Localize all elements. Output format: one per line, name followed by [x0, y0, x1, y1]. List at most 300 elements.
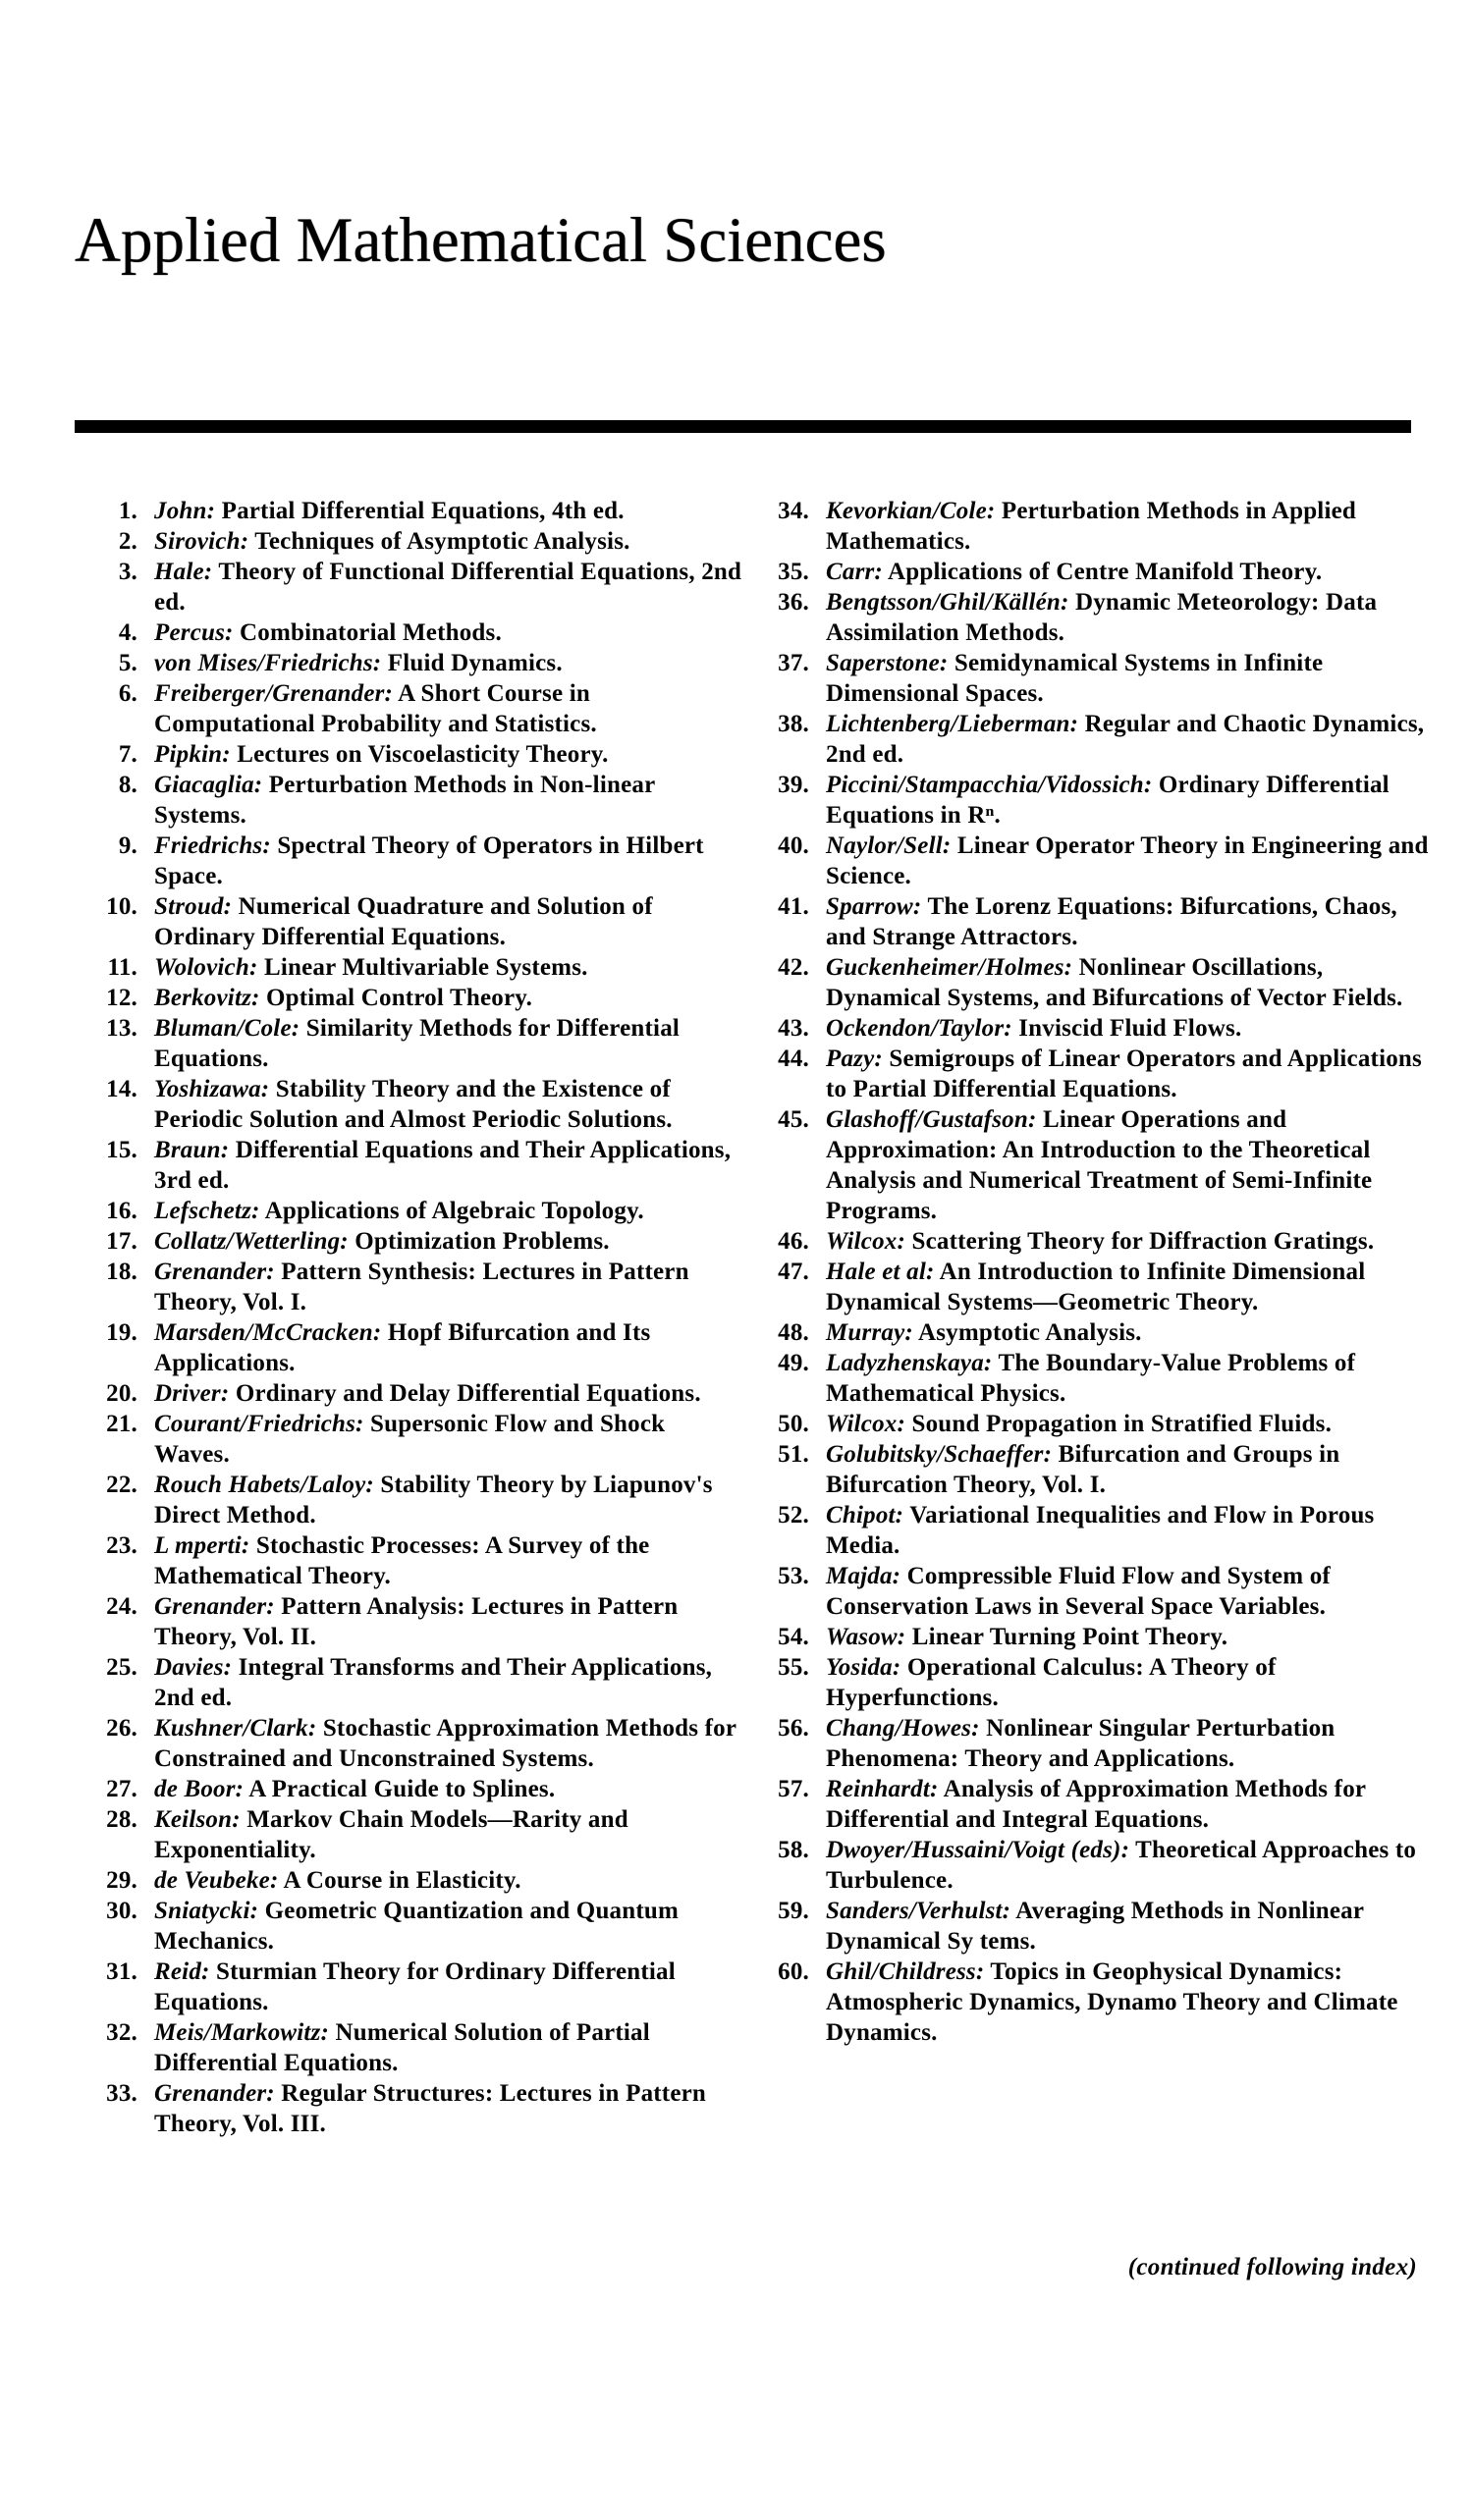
list-item	[756, 1013, 1444, 1044]
item-number: 8.	[118, 772, 137, 798]
item-title: Markov Chain Models—Rarity and Exponentiality.	[154, 1806, 628, 1863]
item-text	[154, 1378, 744, 1409]
list-item	[84, 2078, 744, 2139]
page-title: Applied Mathematical Sciences	[75, 205, 887, 276]
list-item	[84, 1409, 744, 1470]
item-number: 40.	[778, 832, 809, 859]
list-item	[756, 709, 1444, 770]
list-item	[84, 1774, 744, 1804]
list-item	[84, 1804, 744, 1865]
item-text	[826, 1104, 1444, 1226]
item-title: Pattern Synthesis: Lectures in Pattern Theory, Vol. I.	[154, 1259, 689, 1315]
item-title: Sound Propagation in Stratified Fluids.	[911, 1411, 1333, 1437]
item-author: Sanders/Verhulst:	[826, 1898, 1011, 1924]
list-item	[84, 1713, 744, 1774]
item-text	[826, 496, 1444, 557]
item-text	[154, 648, 744, 678]
item-number: 45.	[778, 1106, 809, 1133]
list-item	[84, 739, 744, 770]
item-author: Ockendon/Taylor:	[826, 1015, 1012, 1042]
list-item	[756, 1317, 1444, 1348]
list-item	[756, 1835, 1444, 1896]
item-text	[154, 678, 744, 739]
item-number: 23.	[106, 1532, 137, 1559]
item-number: 1.	[118, 498, 137, 524]
item-number: 11.	[107, 954, 137, 981]
list-item	[756, 1226, 1444, 1257]
item-text	[826, 557, 1444, 587]
item-author: Hale et al:	[826, 1259, 935, 1285]
item-title: Fluid Dynamics.	[387, 650, 563, 676]
item-title: Stability Theory by Liapunov's Direct Method.	[154, 1472, 713, 1528]
item-title: Asymptotic Analysis.	[918, 1319, 1142, 1346]
list-item	[84, 1074, 744, 1135]
item-text	[826, 587, 1444, 648]
item-title: Combinatorial Methods.	[240, 619, 502, 646]
item-title: Variational Inequalities and Flow in Porous Media.	[826, 1502, 1375, 1559]
item-text	[154, 1804, 744, 1865]
item-number: 59.	[778, 1898, 809, 1924]
item-text	[154, 1957, 744, 2017]
item-number: 7.	[118, 741, 137, 768]
list-item	[756, 1774, 1444, 1835]
item-author: Driver:	[154, 1380, 230, 1407]
item-number: 55.	[778, 1654, 809, 1681]
item-title: Theoretical Approaches to Turbulence.	[826, 1837, 1417, 1894]
item-title: Numerical Solution of Partial Differential Equations.	[154, 2019, 650, 2076]
item-author: Berkovitz:	[154, 985, 260, 1011]
item-number: 38.	[778, 711, 809, 737]
item-title: Nonlinear Oscillations, Dynamical Systems, and Bifurcations of Vector Fields.	[826, 954, 1403, 1011]
item-author: Majda:	[826, 1563, 901, 1589]
item-author: Chang/Howes:	[826, 1715, 980, 1742]
item-text	[154, 739, 744, 770]
item-title: Averaging Methods in Nonlinear Dynamical Sy tems.	[826, 1898, 1364, 1955]
list-item	[84, 770, 744, 831]
item-number: 5.	[118, 650, 137, 676]
list-item	[756, 1561, 1444, 1622]
item-author: L mperti:	[154, 1532, 250, 1559]
item-title: Compressible Fluid Flow and System of Conservation Laws in Several Space Variables.	[826, 1563, 1331, 1620]
list-item	[756, 1257, 1444, 1317]
item-text	[154, 1470, 744, 1530]
item-number: 21.	[106, 1411, 137, 1437]
item-text	[154, 1196, 744, 1226]
item-author: Stroud:	[154, 893, 233, 920]
item-author: Sniatycki:	[154, 1898, 259, 1924]
item-number: 12.	[106, 985, 137, 1011]
item-author: Chipot:	[826, 1502, 904, 1528]
item-author: Rouch Habets/Laloy:	[154, 1472, 374, 1498]
item-author: John:	[154, 498, 216, 524]
item-text	[826, 952, 1444, 1013]
item-author: Sparrow:	[826, 893, 922, 920]
item-author: Grenander:	[154, 2080, 275, 2107]
item-title: Stability Theory and the Existence of Periodic Solution and Almost Periodic Solutions.	[154, 1076, 673, 1133]
item-author: Wilcox:	[826, 1411, 906, 1437]
item-text	[826, 1500, 1444, 1561]
item-author: Wasow:	[826, 1624, 906, 1650]
item-title: Semigroups of Linear Operators and Applications to Partial Differential Equations.	[826, 1046, 1422, 1102]
item-number: 43.	[778, 1015, 809, 1042]
item-text	[154, 983, 744, 1013]
item-number: 53.	[778, 1563, 809, 1589]
item-title: Operational Calculus: A Theory of Hyperfunctions.	[826, 1654, 1277, 1711]
item-title: Partial Differential Equations, 4th ed.	[221, 498, 625, 524]
list-item	[84, 648, 744, 678]
item-title: Numerical Quadrature and Solution of Ordinary Differential Equations.	[154, 893, 653, 950]
item-text	[826, 1622, 1444, 1652]
item-number: 41.	[778, 893, 809, 920]
list-item	[756, 1439, 1444, 1500]
list-item	[756, 1957, 1444, 2048]
item-title: Regular and Chaotic Dynamics, 2nd ed.	[826, 711, 1425, 768]
list-item	[756, 770, 1444, 831]
item-author: Piccini/Stampacchia/Vidossich:	[826, 772, 1153, 798]
item-text	[826, 831, 1444, 891]
item-title: Differential Equations and Their Applications, 3rd ed.	[154, 1137, 732, 1194]
item-number: 22.	[106, 1472, 137, 1498]
item-author: Percus:	[154, 619, 234, 646]
item-title: Perturbation Methods in Non-linear Systems.	[154, 772, 655, 829]
list-item	[84, 1196, 744, 1226]
item-title: Sturmian Theory for Ordinary Differential Equations.	[154, 1958, 676, 2015]
item-title: An Introduction to Infinite Dimensional Dynamical Systems—Geometric Theory.	[826, 1259, 1366, 1315]
item-number: 30.	[106, 1898, 137, 1924]
list-item	[84, 1896, 744, 1957]
item-author: Naylor/Sell:	[826, 832, 952, 859]
item-number: 14.	[106, 1076, 137, 1102]
item-author: Grenander:	[154, 1593, 275, 1620]
item-author: Meis/Markowitz:	[154, 2019, 330, 2046]
item-number: 39.	[778, 772, 809, 798]
list-item	[84, 1135, 744, 1196]
continued-note: (continued following index)	[1127, 2254, 1417, 2280]
item-author: Lichtenberg/Lieberman:	[826, 711, 1079, 737]
list-item	[756, 557, 1444, 587]
item-number: 2.	[118, 528, 137, 555]
item-author: Friedrichs:	[154, 832, 271, 859]
item-number: 52.	[778, 1502, 809, 1528]
list-item	[84, 1530, 744, 1591]
item-title: Ordinary Differential Equations in Rⁿ.	[826, 772, 1390, 829]
item-title: Linear Operations and Approximation: An Introduction to the Theoretical Analysis and Numerical Treatment of Semi-Infinite Programs.	[826, 1106, 1373, 1224]
item-number: 58.	[778, 1837, 809, 1863]
item-number: 50.	[778, 1411, 809, 1437]
item-text	[154, 1774, 744, 1804]
item-text	[154, 1865, 744, 1896]
item-text	[154, 1652, 744, 1713]
item-title: Theory of Functional Differential Equations, 2nd ed.	[154, 559, 742, 616]
item-author: Carr:	[826, 559, 883, 585]
item-title: Topics in Geophysical Dynamics: Atmospheric Dynamics, Dynamo Theory and Climate Dynamics.	[826, 1958, 1398, 2046]
item-number: 47.	[778, 1259, 809, 1285]
item-title: Bifurcation and Groups in Bifurcation Theory, Vol. I.	[826, 1441, 1340, 1498]
item-text	[154, 1257, 744, 1317]
item-title: Lectures on Viscoelasticity Theory.	[237, 741, 609, 768]
list-item	[756, 1713, 1444, 1774]
item-author: Davies:	[154, 1654, 233, 1681]
item-author: Yosida:	[826, 1654, 901, 1681]
list-item	[756, 496, 1444, 557]
item-text	[826, 1348, 1444, 1409]
item-number: 9.	[118, 832, 137, 859]
item-text	[154, 2078, 744, 2139]
item-number: 18.	[106, 1259, 137, 1285]
item-author: Courant/Friedrichs:	[154, 1411, 364, 1437]
item-text	[826, 1957, 1444, 2048]
list-item	[84, 1013, 744, 1074]
item-title: Dynamic Meteorology: Data Assimilation Methods.	[826, 589, 1378, 646]
item-text	[826, 891, 1444, 952]
item-author: Saperstone:	[826, 650, 949, 676]
item-number: 19.	[106, 1319, 137, 1346]
list-item	[84, 1591, 744, 1652]
list-item	[84, 1865, 744, 1896]
item-title: Supersonic Flow and Shock Waves.	[154, 1411, 666, 1468]
list-item	[756, 1500, 1444, 1561]
item-author: Glashoff/Gustafson:	[826, 1106, 1037, 1133]
item-title: Scattering Theory for Diffraction Gratings.	[911, 1228, 1375, 1255]
item-text	[826, 1652, 1444, 1713]
item-number: 44.	[778, 1046, 809, 1072]
item-author: Yoshizawa:	[154, 1076, 270, 1102]
list-item	[84, 526, 744, 557]
list-item	[756, 587, 1444, 648]
item-title: Linear Operator Theory in Engineering and Science.	[826, 832, 1429, 889]
item-number: 28.	[106, 1806, 137, 1833]
list-item	[84, 678, 744, 739]
list-item	[756, 1409, 1444, 1439]
item-title: Perturbation Methods in Applied Mathematics.	[826, 498, 1356, 555]
title-rule	[75, 420, 1411, 433]
item-number: 15.	[106, 1137, 137, 1163]
item-text	[826, 709, 1444, 770]
item-author: Ghil/Childress:	[826, 1958, 985, 1985]
item-text	[154, 1013, 744, 1074]
item-text	[154, 952, 744, 983]
item-title: Nonlinear Singular Perturbation Phenomena: Theory and Applications.	[826, 1715, 1336, 1772]
item-author: Guckenheimer/Holmes:	[826, 954, 1073, 981]
item-number: 48.	[778, 1319, 809, 1346]
item-text	[154, 1591, 744, 1652]
item-title: Ordinary and Delay Differential Equations.	[235, 1380, 701, 1407]
item-number: 32.	[106, 2019, 137, 2046]
item-number: 56.	[778, 1715, 809, 1742]
item-author: Murray:	[826, 1319, 913, 1346]
item-number: 29.	[106, 1867, 137, 1894]
list-item	[84, 1652, 744, 1713]
item-number: 31.	[106, 1958, 137, 1985]
item-title: Similarity Methods for Differential Equations.	[154, 1015, 681, 1072]
item-title: Applications of Algebraic Topology.	[264, 1198, 644, 1224]
item-number: 33.	[106, 2080, 137, 2107]
item-text	[154, 496, 744, 526]
list-item	[84, 617, 744, 648]
item-number: 60.	[778, 1958, 809, 1985]
item-text	[826, 1013, 1444, 1044]
item-author: Freiberger/Grenander:	[154, 680, 394, 707]
item-number: 17.	[106, 1228, 137, 1255]
item-author: Lefschetz:	[154, 1198, 260, 1224]
item-title: Linear Multivariable Systems.	[263, 954, 588, 981]
item-title: A Short Course in Computational Probability and Statistics.	[154, 680, 597, 737]
item-author: Marsden/McCracken:	[154, 1319, 382, 1346]
item-author: Kevorkian/Cole:	[826, 498, 996, 524]
item-text	[154, 617, 744, 648]
item-title: Pattern Analysis: Lectures in Pattern Theory, Vol. II.	[154, 1593, 679, 1650]
item-text	[826, 1774, 1444, 1835]
item-title: Regular Structures: Lectures in Pattern Theory, Vol. III.	[154, 2080, 707, 2137]
item-author: Bengtsson/Ghil/Källén:	[826, 589, 1069, 616]
item-text	[154, 1530, 744, 1591]
item-title: Linear Turning Point Theory.	[911, 1624, 1228, 1650]
item-text	[154, 1713, 744, 1774]
item-text	[154, 526, 744, 557]
series-list-right	[756, 496, 1444, 2048]
list-item	[756, 1104, 1444, 1226]
item-text	[154, 770, 744, 831]
list-item	[84, 557, 744, 617]
item-author: Dwoyer/Hussaini/Voigt (eds):	[826, 1837, 1130, 1863]
item-title: Spectral Theory of Operators in Hilbert Space.	[154, 832, 704, 889]
item-text	[154, 1409, 744, 1470]
item-title: The Boundary-Value Problems of Mathematical Physics.	[826, 1350, 1356, 1407]
item-author: Sirovich:	[154, 528, 249, 555]
item-number: 57.	[778, 1776, 809, 1802]
list-item	[756, 831, 1444, 891]
list-item	[84, 1957, 744, 2017]
series-list-left	[84, 496, 744, 2139]
list-item	[84, 983, 744, 1013]
item-number: 24.	[106, 1593, 137, 1620]
list-item	[84, 1378, 744, 1409]
item-number: 26.	[106, 1715, 137, 1742]
item-number: 25.	[106, 1654, 137, 1681]
item-title: Optimal Control Theory.	[266, 985, 533, 1011]
list-item	[756, 648, 1444, 709]
item-title: Optimization Problems.	[354, 1228, 610, 1255]
item-number: 49.	[778, 1350, 809, 1376]
item-author: Golubitsky/Schaeffer:	[826, 1441, 1053, 1468]
item-author: Grenander:	[154, 1259, 275, 1285]
list-item	[84, 831, 744, 891]
list-item	[756, 1348, 1444, 1409]
item-number: 42.	[778, 954, 809, 981]
item-title: Stochastic Approximation Methods for Constrained and Unconstrained Systems.	[154, 1715, 736, 1772]
item-title: Semidynamical Systems in Infinite Dimensional Spaces.	[826, 650, 1324, 707]
item-text	[826, 1896, 1444, 1957]
item-number: 16.	[106, 1198, 137, 1224]
item-title: Integral Transforms and Their Applications, 2nd ed.	[154, 1654, 713, 1711]
item-author: Braun:	[154, 1137, 230, 1163]
item-text	[154, 2017, 744, 2078]
item-title: A Practical Guide to Splines.	[248, 1776, 556, 1802]
item-number: 6.	[118, 680, 137, 707]
item-author: Ladyzhenskaya:	[826, 1350, 993, 1376]
list-item	[756, 1896, 1444, 1957]
list-item	[756, 952, 1444, 1013]
item-text	[826, 1561, 1444, 1622]
item-title: Analysis of Approximation Methods for Differential and Integral Equations.	[826, 1776, 1366, 1833]
list-item	[756, 1652, 1444, 1713]
list-item	[84, 1226, 744, 1257]
item-text	[154, 1135, 744, 1196]
item-author: Reinhardt:	[826, 1776, 939, 1802]
item-number: 13.	[106, 1015, 137, 1042]
list-item	[84, 1470, 744, 1530]
item-text	[826, 1257, 1444, 1317]
item-title: Techniques of Asymptotic Analysis.	[254, 528, 630, 555]
item-author: Reid:	[154, 1958, 210, 1985]
item-number: 34.	[778, 498, 809, 524]
item-number: 54.	[778, 1624, 809, 1650]
item-number: 3.	[118, 559, 137, 585]
list-item	[84, 496, 744, 526]
item-author: Bluman/Cole:	[154, 1015, 300, 1042]
item-title: Applications of Centre Manifold Theory.	[888, 559, 1323, 585]
item-title: Inviscid Fluid Flows.	[1018, 1015, 1242, 1042]
item-number: 27.	[106, 1776, 137, 1802]
item-text	[154, 831, 744, 891]
item-text	[826, 1713, 1444, 1774]
item-author: Kushner/Clark:	[154, 1715, 317, 1742]
list-item	[84, 1257, 744, 1317]
list-item	[84, 1317, 744, 1378]
item-title: Hopf Bifurcation and Its Applications.	[154, 1319, 651, 1376]
item-author: Collatz/Wetterling:	[154, 1228, 349, 1255]
item-author: Wilcox:	[826, 1228, 906, 1255]
item-number: 35.	[778, 559, 809, 585]
item-text	[826, 770, 1444, 831]
list-item	[84, 891, 744, 952]
item-number: 46.	[778, 1228, 809, 1255]
item-title: The Lorenz Equations: Bifurcations, Chaos, and Strange Attractors.	[826, 893, 1397, 950]
item-number: 51.	[778, 1441, 809, 1468]
item-text	[154, 1226, 744, 1257]
item-text	[826, 1317, 1444, 1348]
item-title: Stochastic Processes: A Survey of the Mathematical Theory.	[154, 1532, 650, 1589]
list-item	[84, 2017, 744, 2078]
list-item	[756, 1622, 1444, 1652]
item-author: Pazy:	[826, 1046, 883, 1072]
item-author: Keilson:	[154, 1806, 241, 1833]
item-title: A Course in Elasticity.	[283, 1867, 521, 1894]
list-item	[756, 1044, 1444, 1104]
item-text	[154, 1896, 744, 1957]
list-item	[84, 952, 744, 983]
item-number: 10.	[106, 893, 137, 920]
item-number: 36.	[778, 589, 809, 616]
item-text	[154, 1317, 744, 1378]
item-author: Hale:	[154, 559, 213, 585]
item-text	[826, 1439, 1444, 1500]
item-text	[826, 648, 1444, 709]
item-author: de Veubeke:	[154, 1867, 279, 1894]
item-number: 4.	[118, 619, 137, 646]
list-item	[756, 891, 1444, 952]
item-author: de Boor:	[154, 1776, 245, 1802]
item-author: von Mises/Friedrichs:	[154, 650, 382, 676]
item-title: Geometric Quantization and Quantum Mechanics.	[154, 1898, 680, 1955]
item-text	[826, 1226, 1444, 1257]
item-text	[154, 1074, 744, 1135]
item-text	[826, 1044, 1444, 1104]
item-number: 20.	[106, 1380, 137, 1407]
item-text	[826, 1409, 1444, 1439]
item-text	[826, 1835, 1444, 1896]
item-number: 37.	[778, 650, 809, 676]
